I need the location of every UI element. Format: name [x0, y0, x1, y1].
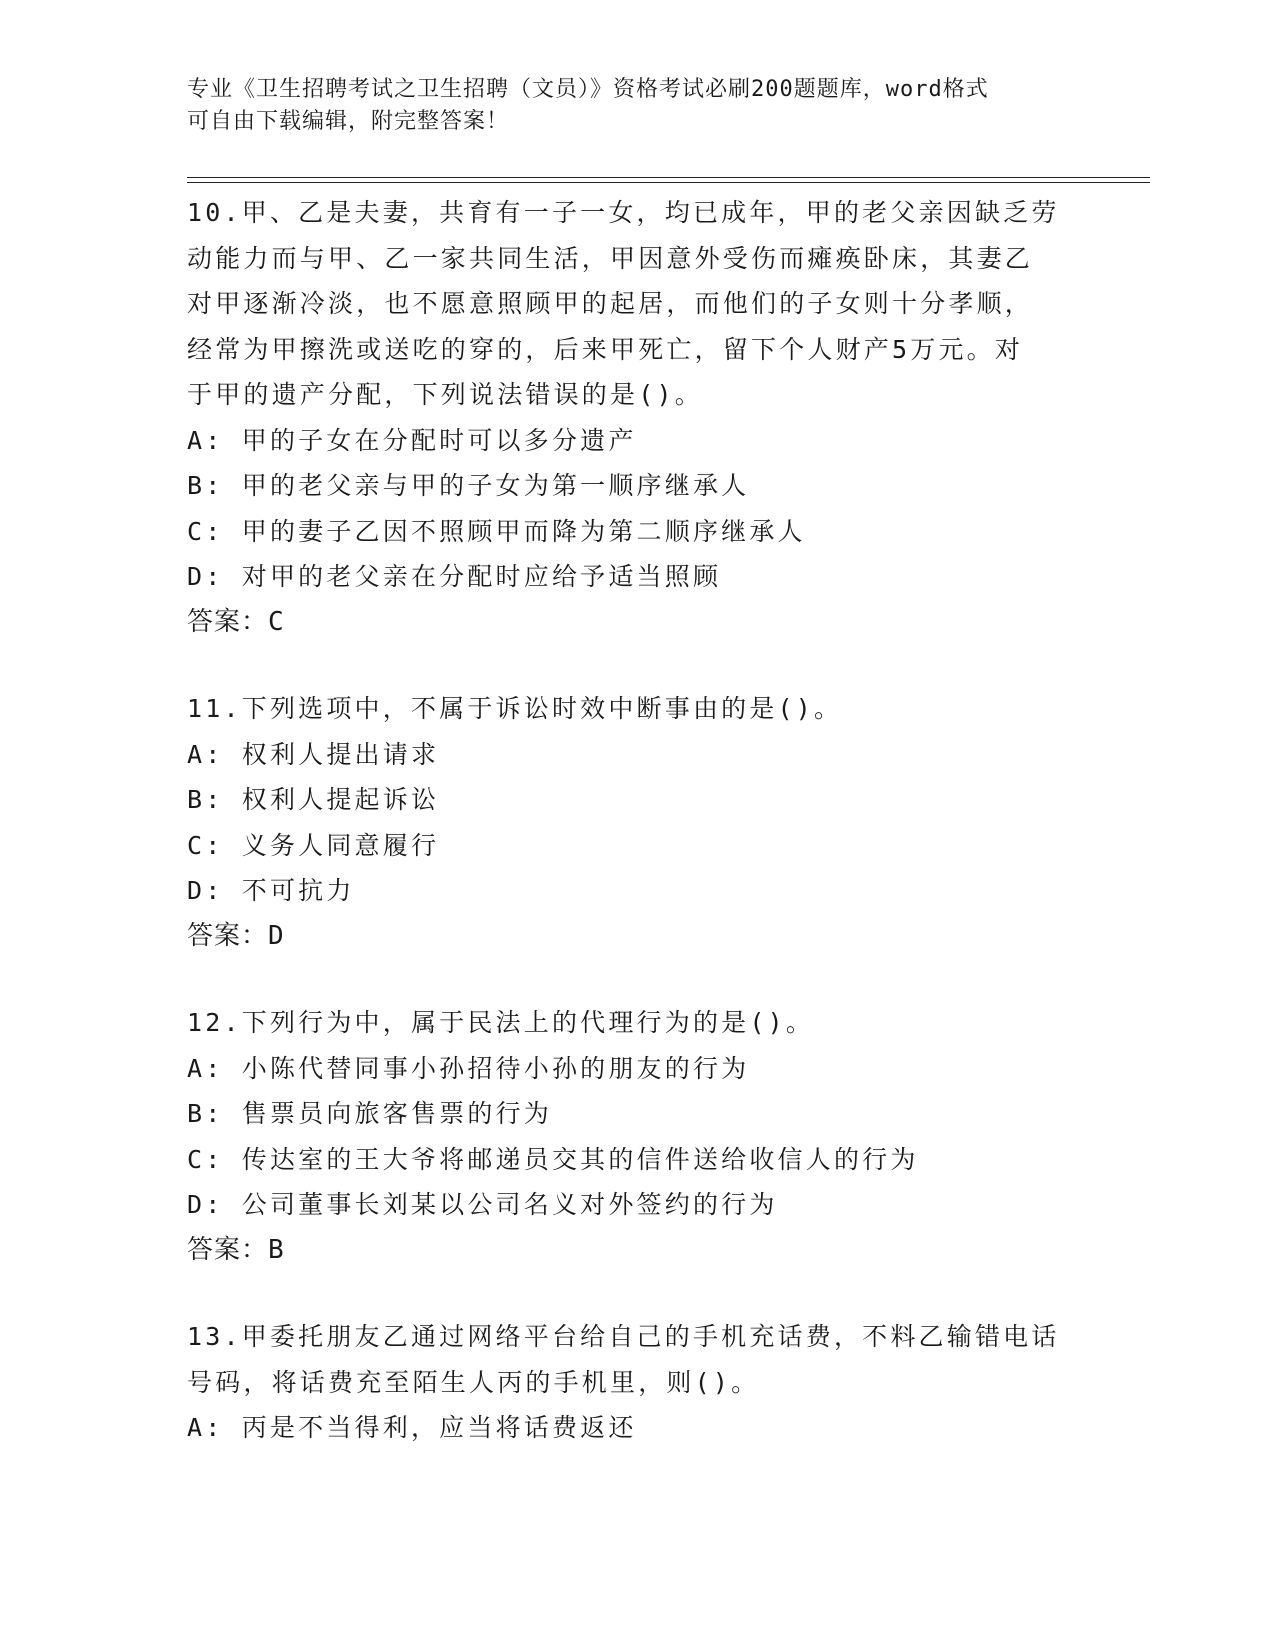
option-a: A: 甲的子女在分配时可以多分遗产 — [187, 425, 637, 455]
stem-line: 动能力而与甲、乙一家共同生活，甲因意外受伤而瘫痪卧床，其妻乙 — [187, 243, 1034, 273]
option-c: C: 传达室的王大爷将邮递员交其的信件送给收信人的行为 — [187, 1144, 919, 1174]
question-11 — [187, 686, 1087, 959]
question-stem — [187, 1000, 1087, 1046]
option-c: C: 义务人同意履行 — [187, 830, 440, 860]
stem-line: 12.下列行为中，属于民法上的代理行为的是()。 — [187, 1008, 815, 1037]
header-line: 可自由下载编辑，附完整答案！ — [187, 109, 510, 134]
option-a: A: 权利人提出请求 — [187, 739, 440, 769]
stem-line: 对甲逐渐冷淡，也不愿意照顾甲的起居，而他们的子女则十分孝顺， — [187, 289, 1034, 318]
stem-line: 经常为甲擦洗或送吃的穿的，后来甲死亡，留下个人财产5万元。对 — [187, 334, 1024, 364]
stem-line: 11.下列选项中，不属于诉讼时效中断事由的是()。 — [187, 694, 843, 723]
question-12 — [187, 1000, 1087, 1273]
option-d: D: 公司董事长刘某以公司名义对外签约的行为 — [187, 1190, 778, 1219]
option-d: D: 不可抗力 — [187, 876, 355, 905]
question-stem — [187, 1314, 1087, 1405]
question-list — [187, 190, 1087, 1492]
answer-line: 答案：C — [187, 606, 285, 637]
question-10 — [187, 190, 1087, 645]
stem-line: 13.甲委托朋友乙通过网络平台给自己的手机充话费，不料乙输错电话 — [187, 1322, 1060, 1351]
stem-line: 于甲的遗产分配，下列说法错误的是()。 — [187, 380, 703, 409]
stem-line: 10.甲、乙是夫妻，共育有一子一女，均已成年，甲的老父亲因缺乏劳 — [187, 198, 1060, 227]
option-c: C: 甲的妻子乙因不照顾甲而降为第二顺序继承人 — [187, 516, 806, 546]
option-d: D: 对甲的老父亲在分配时应给予适当照顾 — [187, 562, 722, 591]
option-a: A: 丙是不当得利，应当将话费返还 — [187, 1413, 637, 1442]
option-b: B: 售票员向旅客售票的行为 — [187, 1099, 552, 1128]
header-divider — [187, 182, 1150, 183]
question-stem — [187, 190, 1087, 418]
option-b: B: 权利人提起诉讼 — [187, 785, 440, 814]
option-b: B: 甲的老父亲与甲的子女为第一顺序继承人 — [187, 471, 750, 500]
header-divider — [187, 177, 1150, 178]
header-line: 专业《卫生招聘考试之卫生招聘（文员）》资格考试必刷200题题库，word格式 — [187, 77, 989, 102]
option-a: A: 小陈代替同事小孙招待小孙的朋友的行为 — [187, 1053, 750, 1083]
document-header — [187, 74, 1067, 138]
answer-line: 答案：D — [187, 920, 285, 951]
question-stem — [187, 686, 1087, 732]
stem-line: 号码，将话费充至陌生人丙的手机里，则()。 — [187, 1367, 760, 1397]
question-13 — [187, 1314, 1087, 1451]
answer-line: 答案：B — [187, 1234, 285, 1265]
